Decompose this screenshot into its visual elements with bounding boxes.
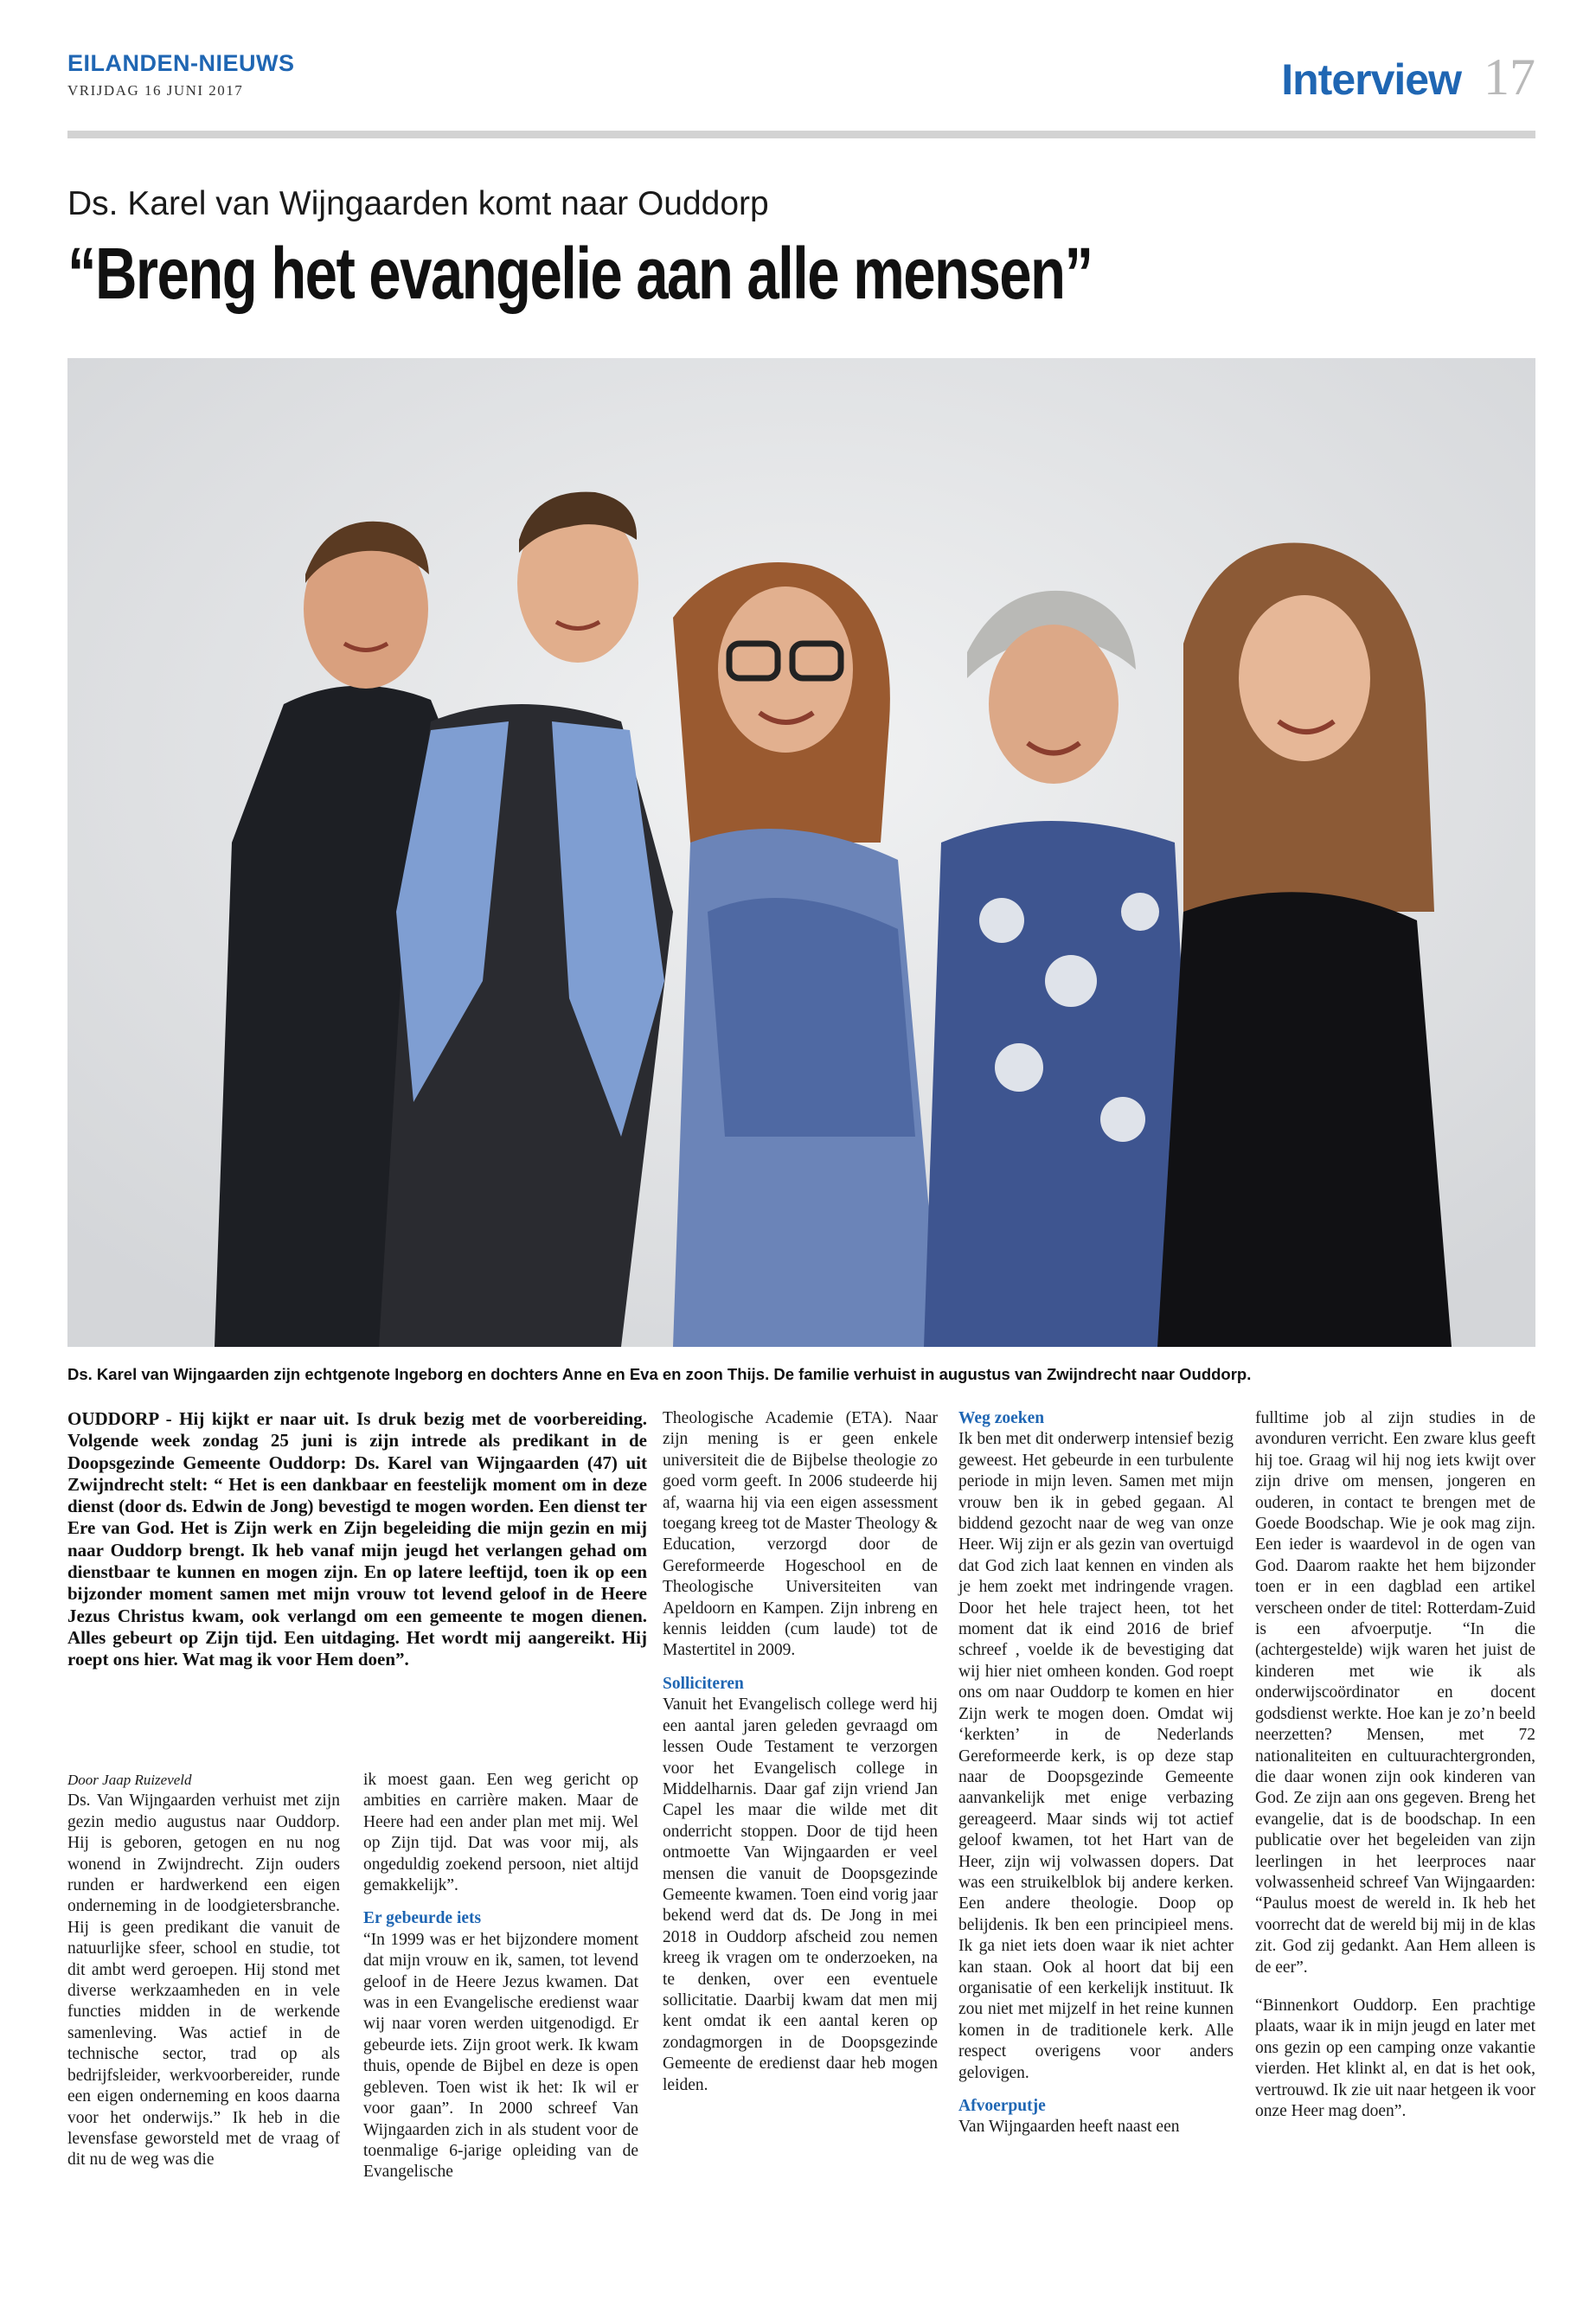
section-name: Interview: [1281, 55, 1461, 104]
photo-caption: Ds. Karel van Wijngaarden zijn echtgenote Ingeborg en dochters Anne en Eva en zoon Thijs. De familie verhuist in augustus van Zwijndrecht naar Ouddorp.: [67, 1365, 1252, 1383]
page-number: 17: [1484, 48, 1535, 106]
column-4: [958, 1408, 1234, 2138]
subhead-er-gebeurde-iets: Er gebeurde iets: [363, 1909, 482, 1928]
body-paragraph: “Binnenkort Ouddorp. Een prachtige plaats, waar ik in mijn jeugd en later met ons gezin op een camping onze vakantie vierden. Het klinkt al, en dat is het ook, vertrouwd. Ik zie uit naar hetgeen ik voor onze Heer mag doen”.: [1255, 1996, 1535, 2120]
article-lead: OUDDORP - Hij kijkt er naar uit. Is druk bezig met de voorbereiding. Volgende week zondag 25 juni is zijn intrede als predikant in de Doopsgezinde Gemeente Ouddorp: Ds. Karel van Wijngaarden (47) uit Zwijndrecht stelt: “ Het is een dankbaar en feestelijk moment om in deze dienst (door ds. Edwin de Jong) bevestigd te mogen worden. Een dienst ter Ere van God. Het is Zijn werk en Zijn begeleiding die mijn gezin en mij naar Ouddorp brengt. Ik heb vanaf mijn jeugd het verlangen gehad om dienstbaar te kunnen en mogen zijn. En op latere leeftijd, toen ik op een bijzonder moment samen met mijn vrouw tot levend geloof in de Heere Jezus Christus kwam, ook verlangd om een gemeente te mogen dienen. Alles gebeurt op Zijn tijd. Een uitdaging. Het wordt mij aangereikt. Hij roept ons hier. Wat mag ik voor Hem doen”.: [67, 1408, 647, 1670]
byline: Door Jaap Ruizeveld: [67, 1772, 192, 1788]
section-header: [1281, 48, 1535, 107]
body-paragraph: Vanuit het Evangelisch college werd hij een aantal jaren geleden gevraagd om lessen Oude Testament te verzorgen voor het Evangelisch college in Middelharnis. Daar gaf zijn vriend Jan Capel les maar die wilde met dit onderricht stoppen. Door de tijd heen ontmoette Van Wijngaarden er veel mensen die vanuit de Doopsgezinde Gemeente kwamen. Toen eind vorig jaar bekend werd dat ds. De Jong in mei 2018 in Ouddorp afscheid zou nemen kreeg ik vragen om te onderzoeken, na te denken, over een eventuele sollicitatie. Daarbij kwam dat men mij kent omdat ik een aantal keren op zondagmorgen in de Doopsgezinde Gemeente de eredienst daar heb mogen leiden.: [663, 1695, 938, 2094]
column-1: [67, 1770, 340, 2171]
subhead-afvoerputje: Afvoerputje: [958, 2097, 1046, 2115]
subhead-weg-zoeken: Weg zoeken: [958, 1409, 1045, 1427]
body-paragraph: Ik ben met dit onderwerp intensief bezig geweest. Het gebeurde in een turbulente periode in mijn leven. Samen met mijn vrouw ben ik in gebed gegaan. Al biddend gezocht naar de weg van onze Heer. Wij zijn er als gezin van overtuigd dat God zich laat kennen en vinden als je hem zoekt met indringende vragen. Door het hele traject heen, tot het moment dat ik eind 2016 de brief schreef , voelde ik de bevestiging dat wij hier niet omheen konden. God roept ons om naar Ouddorp te komen en hier Zijn werk te mogen doen. Omdat wij ‘kerkten’ in de Nederlands Gereformeerde kerk, is op deze stap naar de Doopsgezinde Gemeente aanvankelijk met enige verbazing gereageerd. Maar sinds wij tot actief geloof kwamen, tot het Hart van de Heer, zijn wij volwassen dopers. Dat was een struikelblok bij andere kerken. Een andere theologie. Doop op belijdenis. Ik ben een principieel mens. Ik ga niet iets doen waar ik niet achter kan staan. Ook al hoort dat bij een organisatie of een kerkelijk instituut. Ik zou niet met mijzelf in het reine kunnen komen in de traditionele kerk. Alle respect overigens voor anders gelovigen.: [958, 1430, 1234, 2082]
family-photo-illustration: [67, 358, 1535, 1347]
column-3: [663, 1408, 938, 2096]
body-paragraph: fulltime job al zijn studies in de avonduren verricht. Een zware klus geeft hij toe. Graag wil hij nog iets kwijt over zijn drive om mensen, jongeren en ouderen, in contact te brengen met de Goede Boodschap. Wie je ook mag zijn. Een ieder is waardevol in de ogen van God. Daarom raakte het hem bijzonder toen er in een dagblad een artikel verscheen onder de titel: Rotterdam-Zuid is een afvoerputje. “In die (achtergestelde) wijk waren het juist de kinderen met wie ik als onderwijscoördinator en docent godsdienst werkte. Hoe kan je zo’n beeld neerzetten? Mensen, met 72 nationaliteiten en cultuurachtergronden, die daar wonen zijn ook kinderen van God. Ze zijn aan ons gegeven. Breng het evangelie, dat is de boodschap. In een publicatie over het begeleiden van zijn leerlingen in het leerproces naar volwassenheid schreef Van Wijngaarden: “Paulus moest de wereld in. Ik heb het voorrecht dat de wereld bij mij in de klas zit. God zij gedankt. Aan Hem alleen is de eer”.: [1255, 1409, 1535, 1977]
subhead-solliciteren: Solliciteren: [663, 1674, 744, 1693]
body-paragraph: ik moest gaan. Een weg gericht op ambities en carrière maken. Maar de Heere had een ander plan met mij. Wel op Zijn tijd. Dat was voor mij, als ongeduldig zoekend persoon, niet altijd gemakkelijk”.: [363, 1771, 638, 1895]
header-rule: [67, 131, 1535, 138]
column-5: [1255, 1408, 1535, 2122]
column-2: [363, 1770, 638, 2183]
article-headline: “Breng het evangelie aan alle mensen”: [67, 233, 1093, 314]
family-photo: [67, 358, 1535, 1347]
newspaper-logo: EILANDEN-NIEUWS: [67, 50, 295, 76]
body-paragraph: Van Wijngaarden heeft naast een: [958, 2118, 1180, 2137]
article-kicker: Ds. Karel van Wijngaarden komt naar Ouddorp: [67, 185, 769, 222]
body-paragraph: “In 1999 was er het bijzondere moment dat mijn vrouw en ik, samen, tot levend geloof in de Heere Jezus kwamen. Dat was in een Evangelische eredienst waar wij naar voren werden uitgenodigd. Er gebeurde iets. Zijn groot werk. Ik kwam thuis, opende de Bijbel en deze is open gebleven. Toen wist ik het: Ik wil er voor gaan”. In 2000 schreef Van Wijngaarden zich in als student voor de toenmalige 6-jarige opleiding van de Evangelische: [363, 1930, 638, 2182]
body-paragraph: Theologische Academie (ETA). Naar zijn mening is er geen enkele universiteit die de Bijbelse theologie zo goed vorm geeft. In 2006 studeerde hij af, waarna hij via een eigen assessment toegang kreeg tot de Master Theology & Education, verzorgd door de Gereformeerde Hogeschool en de Theologische Universiteiten van Apeldoorn en Kampen. Zijn inbreng en kennis leidden (cum laude) tot de Mastertitel in 2009.: [663, 1409, 938, 1660]
masthead: [67, 50, 295, 99]
issue-date: VRIJDAG 16 JUNI 2017: [67, 82, 244, 99]
body-paragraph: Ds. Van Wijngaarden verhuist met zijn gezin medio augustus naar Ouddorp. Hij is geboren, getogen en nu nog wonend in Zwijndrecht. Zijn ouders runden er hardwerkend een eigen onderneming in de loodgietersbranche. Hij is geen predikant die vanuit de natuurlijke sfeer, school en studie, tot dit ambt werd geroepen. Hij stond met diverse werkzaamheden en in vele functies midden in de werkende samenleving. Was actief in de technische sector, trad op als bedrijfsleider, werkvoorbereider, runde een eigen onderneming en koos daarna voor het onderwijs.” Ik heb in die levensfase geworsteld met de vraag of dit nu de weg was die: [67, 1791, 340, 2170]
